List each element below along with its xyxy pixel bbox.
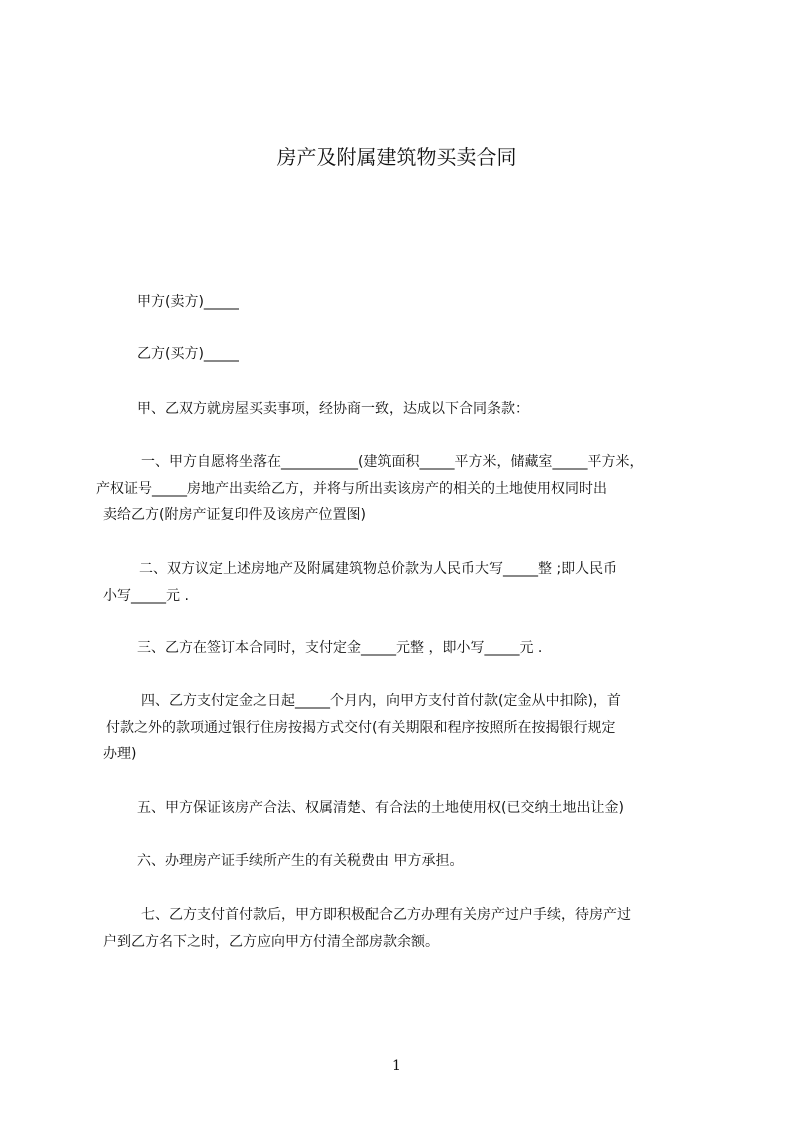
page-number: 1 xyxy=(392,1058,401,1074)
page-title: 房产及附属建筑物买卖合同 xyxy=(276,145,517,169)
clause-2 xyxy=(103,556,703,609)
clause-1-line-2: 产权证号_____房地产出卖给乙方，并将与所出卖该房产的相关的土地使用权同时出 xyxy=(96,480,607,497)
clause-5 xyxy=(103,795,703,822)
clause-6 xyxy=(103,848,703,875)
clause-3 xyxy=(103,635,703,662)
clause-4-line-3: 办理) xyxy=(103,746,137,762)
party-a-text: 甲方(卖方)_____ xyxy=(137,294,239,310)
clause-7-line-1: 七、乙方支付首付款后，甲方即积极配合乙方办理有关房产过户手续，待房产过 xyxy=(141,907,631,923)
clause-1-line-3: 卖给乙方(附房产证复印件及该房产位置图) xyxy=(103,507,366,523)
clause-4-line-2: 付款之外的款项通过银行住房按揭方式交付(有关期限和程序按照所在按揭银行规定 xyxy=(106,719,616,736)
clause-2-line-2: 小写_____元 . xyxy=(103,587,189,604)
clause-7-line-2: 户到乙方名下之时，乙方应向甲方付清全部房款余额。 xyxy=(103,933,439,950)
clause-6-line-1: 六、办理房产证手续所产生的有关税费由 甲方承担。 xyxy=(137,853,464,869)
intro-text: 甲、乙双方就房屋买卖事项，经协商一致，达成以下合同条款： xyxy=(137,401,529,417)
clause-4-line-1: 四、乙方支付定金之日起_____个月内，向甲方支付首付款(定金从中扣除)，首 xyxy=(141,693,621,709)
clause-1-line-1: 一、甲方自愿将坐落在___________(建筑面积_____平方米，储藏室_____平方米， xyxy=(141,454,644,470)
clause-4 xyxy=(103,688,703,768)
party-b-text: 乙方(买方)_____ xyxy=(137,346,239,362)
clause-3-line-1: 三、乙方在签订本合同时，支付定金_____元整 ，即小写_____元 . xyxy=(137,640,543,656)
party-a-line xyxy=(137,289,737,316)
clause-7 xyxy=(103,902,703,955)
clause-5-line-1: 五、甲方保证该房产合法、权属清楚、有合法的土地使用权(已交纳土地出让金) xyxy=(137,800,624,816)
clause-2-line-1: 二、双方议定上述房地产及附属建筑物总价款为人民币大写_____整 ;即人民币 xyxy=(139,561,618,577)
clause-1 xyxy=(96,449,703,529)
intro-paragraph xyxy=(137,396,737,423)
party-b-line xyxy=(137,341,737,368)
